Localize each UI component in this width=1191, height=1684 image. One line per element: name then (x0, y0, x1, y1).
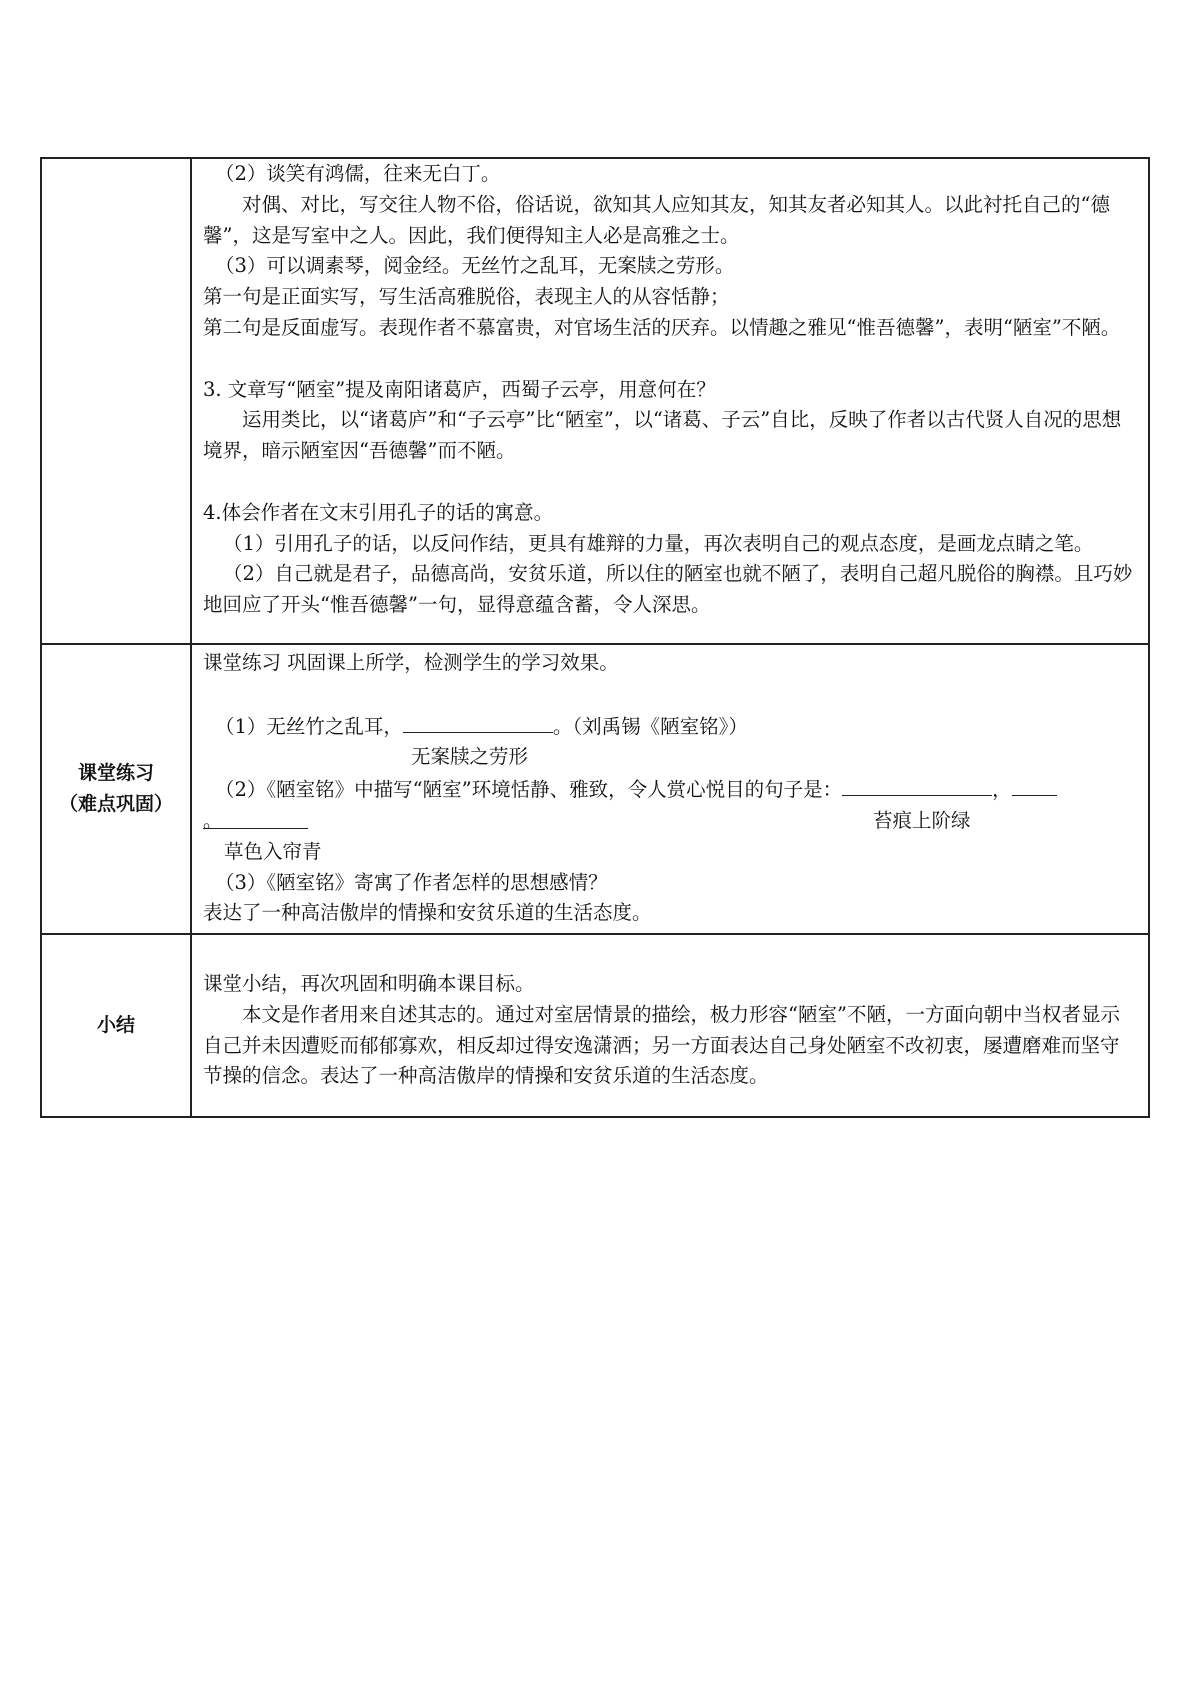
analysis-line-first: 第一句是正面实写，写生活高雅脱俗，表现主人的从容恬静； (203, 285, 730, 309)
analysis-line-second: 第二句是反面虚写。表现作者不慕富贵，对官场生活的厌弃。以情趣之雅见“惟吾德馨”，表明“陋室”不陋。 (203, 315, 1121, 339)
analysis-item-3: （3）可以调素琴，阅金经。无丝竹之乱耳，无案牍之劳形。 (215, 254, 735, 278)
q2-blank-1 (842, 773, 992, 796)
practice-intro: 课堂练习 巩固课上所学，检测学生的学习效果。 (203, 650, 619, 674)
q1-answer: 无案牍之劳形 (411, 745, 529, 769)
q1-answer-line (203, 742, 1137, 773)
summary-label-cell (41, 934, 191, 1117)
answer-3: 运用类比，以“诸葛庐”和“子云亭”比“陋室”，以“诸葛、子云”自比，反映了作者以古代贤人自况的思想境界，暗示陋室因“吾德馨”而不陋。 (203, 408, 1122, 463)
practice-question-2 (203, 773, 1137, 806)
answer-4-2: （2）自己就是君子，品德高尚，安贫乐道，所以住的陋室也就不陋了，表明自己超凡脱俗的胸襟。且巧妙地回应了开头“惟吾德馨”一句，显得意蕴含蓄，令人深思。 (203, 562, 1133, 617)
q2-period: 。 (203, 808, 223, 832)
practice-content-cell (191, 644, 1149, 934)
practice-label-line2: （难点巩固） (58, 792, 173, 815)
answer-4-1: （1）引用孔子的话，以反问作结，更具有雄辩的力量，再次表明自己的观点态度，是画龙点睛之笔。 (223, 531, 1094, 555)
analysis-explanation-2: 对偶、对比，写交往人物不俗，俗话说，欲知其人应知其友，知其友者必知其人。以此衬托自己的“德馨”，这是写室中之人。因此，我们便得知主人必是高雅之士。 (203, 192, 1110, 247)
practice-question-1 (203, 710, 1137, 743)
q1-prefix: （1）无丝竹之乱耳， (215, 714, 403, 738)
q2-prefix: （2）《陋室铭》中描写“陋室”环境恬静、雅致，令人赏心悦目的句子是： (215, 778, 843, 802)
summary-body: 本文是作者用来自述其志的。通过对室居情景的描绘，极力形容“陋室”不陋，一方面向朝中当权者显示自己并未因遭贬而郁郁寡欢，相反却过得安逸潇洒；另一方面表达自己身处陋室不改初衷，屡遭磨难而坚守节操的信念。表达了一种高洁傲岸的情操和安贫乐道的生活态度。 (203, 1002, 1120, 1088)
q2-answer-1: 苔痕上阶绿 (873, 808, 971, 832)
summary-content-cell (191, 934, 1149, 1117)
q2-answer-line (203, 806, 1137, 837)
q2-comma: ， (992, 778, 1012, 802)
summary-intro: 课堂小结，再次巩固和明确本课目标。 (203, 971, 535, 995)
q2-answer-2: 草色入帘青 (224, 839, 322, 863)
q1-suffix: 。（刘禹锡《陋室铭》） (552, 714, 748, 738)
practice-question-3: （3）《陋室铭》寄寓了作者怎样的思想感情？ (215, 870, 608, 894)
question-4: 4.体会作者在文末引用孔子的话的寓意。 (203, 500, 554, 524)
practice-label-cell (41, 644, 191, 934)
lesson-plan-table (40, 157, 1150, 1118)
practice-answer-3: 表达了一种高洁傲岸的情操和安贫乐道的生活态度。 (203, 901, 652, 925)
summary-label: 小结 (96, 1013, 135, 1036)
analysis-row (41, 158, 1149, 644)
q1-blank (403, 710, 553, 733)
practice-row (41, 644, 1149, 934)
analysis-content-cell (191, 158, 1149, 644)
practice-label-line1: 课堂练习 (77, 761, 154, 784)
summary-row (41, 934, 1149, 1117)
analysis-item-2: （2）谈笑有鸿儒，往来无白丁。 (215, 162, 501, 185)
analysis-label-cell (41, 158, 191, 644)
q2-blank-2a (1012, 773, 1057, 796)
question-3: 3. 文章写“陋室”提及南阳诸葛庐，西蜀子云亭，用意何在？ (203, 377, 716, 401)
